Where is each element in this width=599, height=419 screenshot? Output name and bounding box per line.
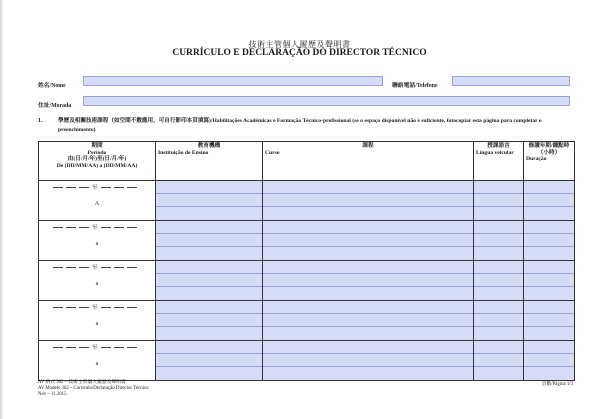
day-to-line [101,187,111,188]
day-from-line [53,347,63,348]
duration-input-line[interactable] [524,314,574,327]
dur-zh: 修讀年期/鐘點時（小時） [528,143,570,156]
month-to-line [114,307,124,308]
institution-input-line[interactable] [156,274,262,287]
date-separator: 至 [92,225,98,231]
row-a-mark: a [95,321,99,327]
course-pt: Curso [265,149,280,156]
duration-cell[interactable] [524,261,575,301]
date-separator: 至 [92,345,98,351]
institution-cell[interactable] [156,261,263,301]
table-row [39,181,575,221]
header-course [263,142,474,181]
course-cell[interactable] [263,261,474,301]
language-input-line[interactable] [474,207,523,220]
section-instruction: 學歷及相關技術課程（如空間不敷應用，可自行影印本頁填寫)/Habilitações Académicas e Formação Técnico-profissional (se o espaço disponível não é suficiente, fotocopiar esta página para completar o preenchimento) [58,118,542,133]
course-input-line[interactable] [263,327,473,340]
period-from-zh: 由(日/月/年)至(日/月/年) [67,156,127,162]
year-from-line [79,227,89,228]
month-to-line [114,347,124,348]
institution-cell[interactable] [156,221,263,261]
duration-cell[interactable] [524,341,575,381]
course-input-line[interactable] [263,181,473,194]
table-row [39,301,575,341]
language-input-line[interactable] [474,274,523,287]
year-to-line [127,347,137,348]
table-row [39,341,575,381]
document-title-portuguese: CURRÍCULO E DECLARAÇÃO DO DIRECTOR TÉCNICO [172,48,427,58]
language-cell[interactable] [474,181,524,221]
duration-input-line[interactable] [524,221,574,234]
institution-cell[interactable] [156,301,263,341]
row-a-mark: a [95,241,99,247]
course-input-line[interactable] [263,207,473,220]
institution-input-line[interactable] [156,314,262,327]
day-to-line [101,307,111,308]
month-to-line [114,227,124,228]
duration-cell[interactable] [524,301,575,341]
language-input-line[interactable] [474,247,523,260]
institution-input-line[interactable] [156,207,262,220]
course-cell[interactable] [263,301,474,341]
phone-field[interactable] [452,76,570,86]
duration-input-line[interactable] [524,247,574,260]
duration-input-line[interactable] [524,341,574,354]
year-from-line [79,307,89,308]
duration-cell[interactable] [524,181,575,221]
date-separator: 至 [92,305,98,311]
course-input-line[interactable] [263,354,473,367]
duration-input-line[interactable] [524,301,574,314]
language-input-line[interactable] [474,181,523,194]
period-cell[interactable] [39,261,156,301]
language-input-line[interactable] [474,327,523,340]
header-language [474,142,524,181]
course-input-line[interactable] [263,287,473,300]
course-input-line[interactable] [263,274,473,287]
institution-input-line[interactable] [156,247,262,260]
year-from-line [79,347,89,348]
institution-input-line[interactable] [156,221,262,234]
duration-input-line[interactable] [524,354,574,367]
row-a-mark: a [95,361,99,367]
page-number: 頁數/Página 1/3 [541,382,573,387]
month-from-line [66,307,76,308]
course-input-line[interactable] [263,194,473,207]
month-from-line [66,267,76,268]
language-input-line[interactable] [474,341,523,354]
course-input-line[interactable] [263,367,473,380]
language-cell[interactable] [474,261,524,301]
address-field[interactable] [83,96,570,106]
header-institution [156,142,263,181]
institution-cell[interactable] [156,181,263,221]
language-input-line[interactable] [474,367,523,380]
table-row [39,261,575,301]
course-cell[interactable] [263,221,474,261]
institution-input-line[interactable] [156,327,262,340]
language-input-line[interactable] [474,261,523,274]
language-input-line[interactable] [474,314,523,327]
course-zh: 課程 [362,143,374,149]
row-a-mark: a [95,281,99,287]
duration-cell[interactable] [524,221,575,261]
period-cell[interactable] [39,341,156,381]
year-to-line [127,227,137,228]
duration-input-line[interactable] [524,181,574,194]
duration-input-line[interactable] [524,287,574,300]
date-separator: 至 [92,265,98,271]
institution-input-line[interactable] [156,261,262,274]
duration-input-line[interactable] [524,194,574,207]
header-duration [524,142,575,181]
institution-input-line[interactable] [156,354,262,367]
education-table [38,141,575,381]
institution-input-line[interactable] [156,287,262,300]
period-cell[interactable] [39,301,156,341]
language-cell[interactable] [474,301,524,341]
name-label: 姓名/Nome [38,83,66,89]
period-from-pt: De (DD/MM/AA) a (DD/MM/AA) [56,162,138,169]
inst-zh: 教育機構 [197,143,221,149]
institution-input-line[interactable] [156,181,262,194]
day-from-line [53,227,63,228]
year-to-line [127,187,137,188]
language-input-line[interactable] [474,234,523,247]
row-a-mark: A [94,201,100,207]
institution-cell[interactable] [156,341,263,381]
document-title-chinese: 技術主管個人履歷及聲明書 [248,40,351,49]
course-input-line[interactable] [263,301,473,314]
institution-input-line[interactable] [156,194,262,207]
phone-label: 聯絡電話/Telefone [392,83,438,89]
address-label: 住址/Morada [38,103,72,109]
duration-input-line[interactable] [524,234,574,247]
course-input-line[interactable] [263,221,473,234]
course-input-line[interactable] [263,341,473,354]
year-from-line [79,267,89,268]
name-field[interactable] [83,76,383,86]
month-from-line [66,227,76,228]
day-to-line [101,267,111,268]
day-to-line [101,227,111,228]
language-input-line[interactable] [474,194,523,207]
month-from-line [66,187,76,188]
course-input-line[interactable] [263,314,473,327]
date-separator: 至 [92,185,98,191]
language-cell[interactable] [474,221,524,261]
month-to-line [114,187,124,188]
footer-line-1: AV 格式 302－技術主管個人履歷及聲明書 [38,380,126,385]
period-cell[interactable] [39,221,156,261]
language-cell[interactable] [474,341,524,381]
table-row [39,221,575,261]
duration-input-line[interactable] [524,367,574,380]
footer-line-3: Nov – 11.2015 [38,392,67,397]
language-input-line[interactable] [474,354,523,367]
month-from-line [66,347,76,348]
institution-input-line[interactable] [156,301,262,314]
language-input-line[interactable] [474,221,523,234]
page-edge-shadow [0,0,4,419]
year-to-line [127,307,137,308]
period-cell[interactable] [39,181,156,221]
lang-zh: 授課語言 [487,143,510,149]
duration-input-line[interactable] [524,207,574,220]
header-period [39,142,156,181]
dur-pt: Duração [526,156,547,162]
institution-input-line[interactable] [156,234,262,247]
year-to-line [127,267,137,268]
course-input-line[interactable] [263,261,473,274]
lang-pt: Língua veicular [476,149,514,156]
institution-input-line[interactable] [156,367,262,380]
day-from-line [53,187,63,188]
duration-input-line[interactable] [524,261,574,274]
course-cell[interactable] [263,341,474,381]
day-to-line [101,347,111,348]
footer-line-2: AV Modelo 302 – Currículo/Declaração Director Técnico [38,386,149,391]
course-cell[interactable] [263,181,474,221]
language-input-line[interactable] [474,301,523,314]
duration-input-line[interactable] [524,327,574,340]
course-input-line[interactable] [263,247,473,260]
section-number: 1. [38,118,43,124]
day-from-line [53,267,63,268]
day-from-line [53,307,63,308]
period-zh: 期間 [91,143,103,149]
form-reference [38,380,149,398]
duration-input-line[interactable] [524,274,574,287]
year-from-line [79,187,89,188]
period-pt: Período [87,149,107,156]
language-input-line[interactable] [474,287,523,300]
month-to-line [114,267,124,268]
inst-pt: Instituição de Ensino [158,149,209,156]
course-input-line[interactable] [263,234,473,247]
institution-input-line[interactable] [156,341,262,354]
